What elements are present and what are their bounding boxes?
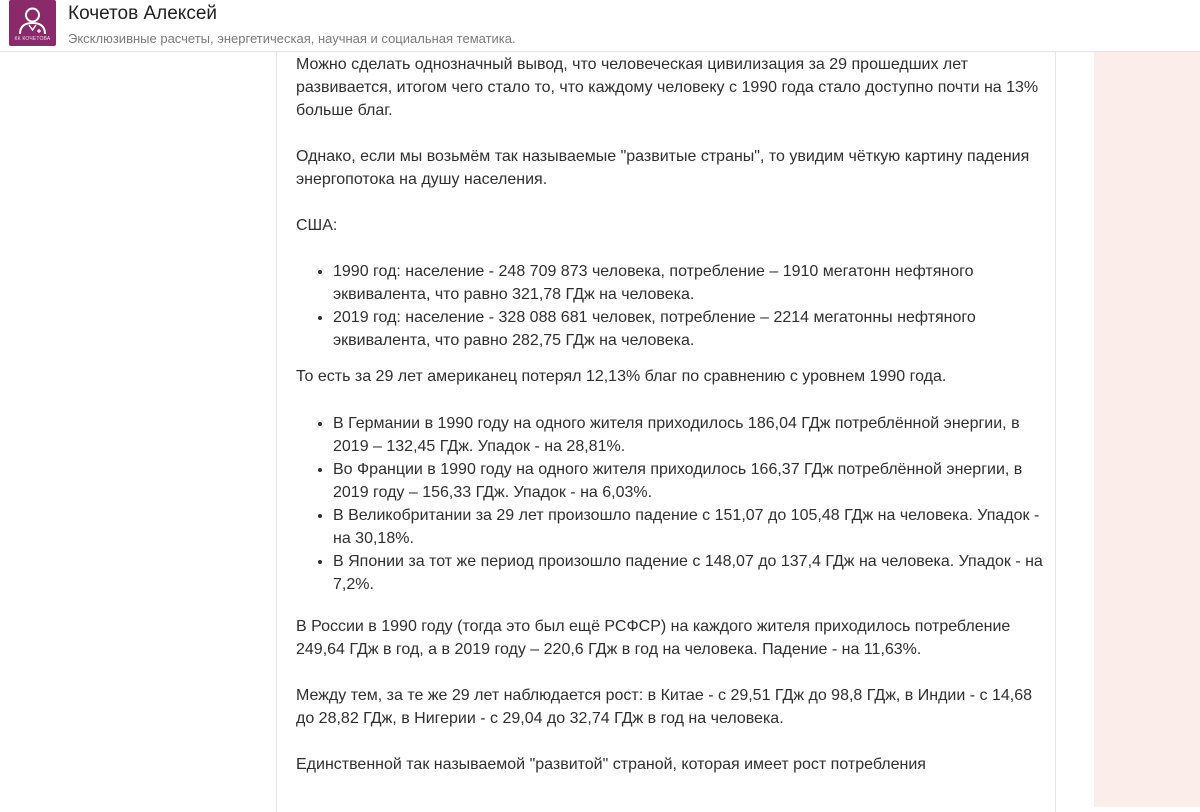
list-item: • 2019 год: население - 328 088 681 человек, потребление – 2214 мегатонны нефтяного эквивалента, что равно 282,75 ГДж на человека. bbox=[333, 306, 1046, 352]
list-item: • Во Франции в 1990 году на одного жителя приходилось 166,37 ГДж потреблённой энергии, в 2019 году – 156,33 ГДж. Упадок - на 6,03%. bbox=[333, 458, 1046, 504]
usa-heading: США: bbox=[296, 217, 338, 234]
avatar-caption: КК КОЧЕТОВА bbox=[14, 36, 51, 42]
paragraph-growth: Между тем, за те же 29 лет наблюдается рост: в Китае - с 29,51 ГДж до 98,8 ГДж, в Индии - с 14,68 до 28,82 ГДж, в Нигерии - с 29,04 до 32,74 ГДж в год на человека. bbox=[296, 687, 1032, 727]
paragraph-civilization: Можно сделать однозначный вывод, что человеческая цивилизация за 29 прошедших лет развивается, итогом чего стало то, что каждому человеку с 1990 года стало доступно почти на 13% больше благ. bbox=[296, 56, 1039, 119]
paragraph-russia: В России в 1990 году (тогда это был ещё РСФСР) на каждого жителя приходилось потребление 249,64 ГДж в год, а в 2019 году – 220,6 ГДж в год на человека. Падение - на 11,63%. bbox=[296, 618, 1011, 658]
channel-avatar[interactable] bbox=[9, 0, 56, 46]
list-item: • В Японии за тот же период произошло падение с 148,07 до 137,4 ГДж на человека. Упадок - на 7,2%. bbox=[333, 550, 1046, 596]
list-item: • В Германии в 1990 году на одного жителя приходилось 186,04 ГДж потреблённой энергии, в 2019 – 132,45 ГДж. Упадок - на 28,81%. bbox=[333, 412, 1046, 458]
usa-list bbox=[296, 260, 1046, 352]
countries-list bbox=[296, 412, 1046, 596]
channel-header bbox=[0, 0, 1200, 52]
article-card bbox=[276, 52, 1056, 812]
channel-name[interactable]: Кочетов Алексей bbox=[68, 3, 218, 24]
right-side-panel bbox=[1094, 52, 1200, 807]
paragraph-developed-countries: Однако, если мы возьмём так называемые "развитые страны", то увидим чёткую картину падения энергопотока на душу населения. bbox=[296, 148, 1030, 188]
usa-summary: То есть за 29 лет американец потерял 12,13% благ по сравнению с уровнем 1990 года. bbox=[296, 368, 947, 385]
paragraph-last-line: Единственной так называемой "развитой" страной, которая имеет рост потребления bbox=[296, 756, 926, 773]
list-item: • В Великобритании за 29 лет произошло падение с 151,07 до 105,48 ГДж на человека. Упадок - на 30,18%. bbox=[333, 504, 1046, 550]
list-item: • 1990 год: население - 248 709 873 человека, потребление – 1910 мегатонн нефтяного эквивалента, что равно 321,78 ГДж на человека. bbox=[333, 260, 1046, 306]
channel-description: Эксклюзивные расчеты, энергетическая, научная и социальная тематика. bbox=[68, 31, 516, 46]
article-body bbox=[296, 52, 1046, 776]
